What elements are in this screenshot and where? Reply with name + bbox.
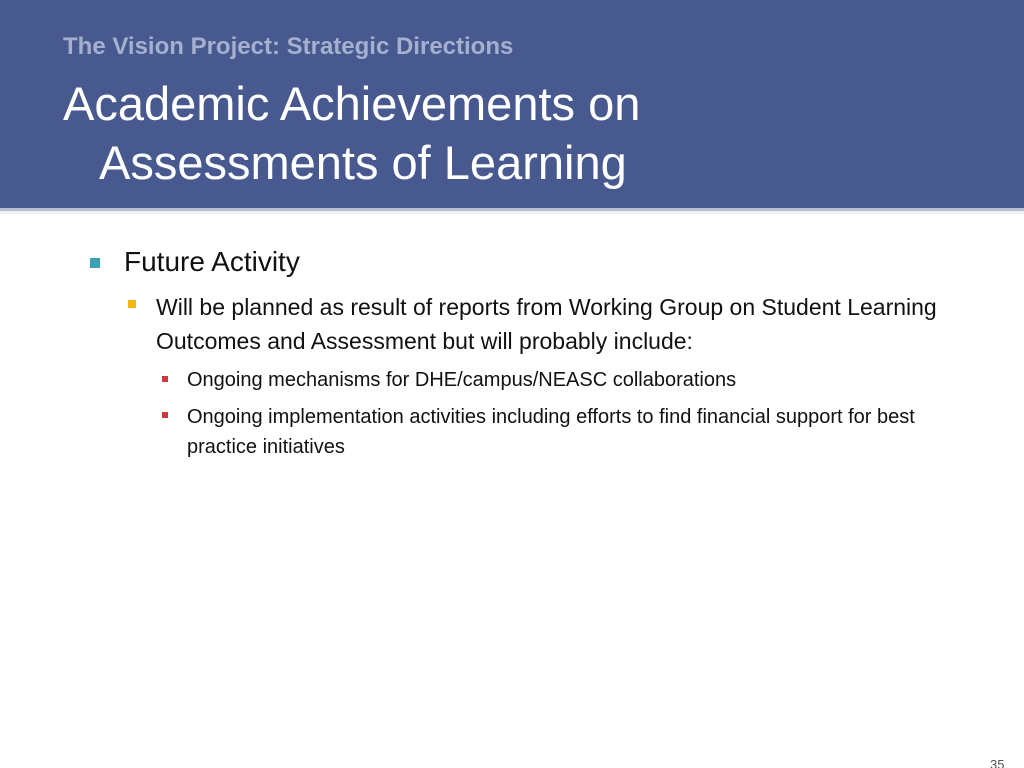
bullet-level-1: Future Activity <box>124 246 300 277</box>
page-number: 35 <box>990 757 1005 768</box>
square-bullet-icon <box>162 412 168 418</box>
bullet-level-3: Ongoing mechanisms for DHE/campus/NEASC collaborations <box>187 369 737 391</box>
bullet-level-3: Ongoing implementation activities including efforts to find financial support for best practice initiatives <box>187 406 915 458</box>
bullet-level-2: Will be planned as result of reports from Working Group on Student Learning Outcomes and Assessment but will probably include: <box>156 294 937 354</box>
slide-subtitle: The Vision Project: Strategic Directions <box>63 33 514 60</box>
slide-title-line-2: Assessments of Learning <box>99 136 627 189</box>
square-bullet-icon <box>128 300 136 308</box>
square-bullet-icon <box>90 258 100 268</box>
slide-title-line-1: Academic Achievements on <box>63 77 641 130</box>
square-bullet-icon <box>162 376 168 382</box>
